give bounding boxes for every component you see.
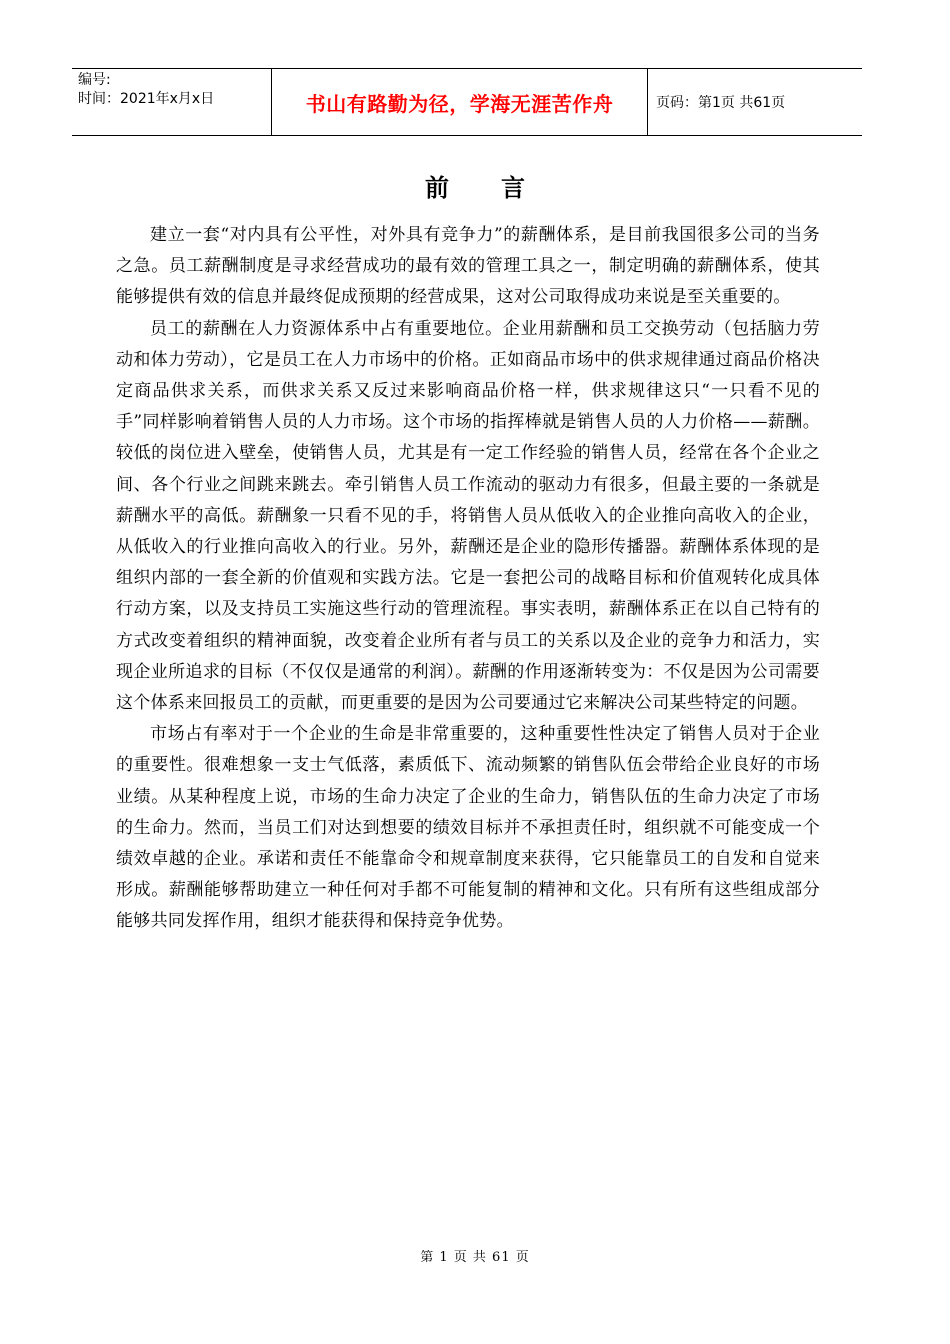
paragraph-1: 建立一套“对内具有公平性，对外具有竞争力”的薪酬体系，是目前我国很多公司的当务之急。员工薪酬制度是寻求经营成功的最有效的管理工具之一，制定明确的薪酬体系，使其能够提供有效的信息并最终促成预期的经营成果，这对公司取得成功来说是至关重要的。 bbox=[116, 225, 820, 308]
document-title: 前言 bbox=[425, 174, 577, 202]
header-page-info: 页码：第1页 共61页 bbox=[656, 95, 786, 111]
paragraph-3: 市场占有率对于一个企业的生命是非常重要的，这种重要性性决定了销售人员对于企业的重要性。很难想象一支士气低落，素质低下、流动频繁的销售队伍会带给企业良好的市场业绩。从某种程度上说，市场的生命力决定了企业的生命力，销售队伍的生命力决定了市场的生命力。然而，当员工们对达到想要的绩效目标并不承担责任时，组织就不可能变成一个绩效卓越的企业。承诺和责任不能靠命令和规章制度来获得，它只能靠员工的自发和自觉来形成。薪酬能够帮助建立一种任何对手都不可能复制的精神和文化。只有所有这些组成部分能够共同发挥作用，组织才能获得和保持竞争优势。 bbox=[116, 724, 820, 932]
paragraph-2: 员工的薪酬在人力资源体系中占有重要地位。企业用薪酬和员工交换劳动（包括脑力劳动和体力劳动），它是员工在人力市场中的价格。正如商品市场中的供求规律通过商品价格决定商品供求关系，而供求关系又反过来影响商品价格一样，供求规律这只“一只看不见的手”同样影响着销售人员的人力市场。这个市场的指挥棒就是销售人员的人力价格——薪酬。较低的岗位进入壁垒，使销售人员，尤其是有一定工作经验的销售人员，经常在各个企业之间、各个行业之间跳来跳去。牵引销售人员工作流动的驱动力有很多，但最主要的一条就是薪酬水平的高低。薪酬象一只看不见的手，将销售人员从低收入的企业推向高收入的企业，从低收入的行业推向高收入的行业。另外，薪酬还是企业的隐形传播器。薪酬体系体现的是组织内部的一套全新的价值观和实践方法。它是一套把公司的战略目标和价值观转化成具体行动方案，以及支持员工实施这些行动的管理流程。事实表明，薪酬体系正在以自己特有的方式改变着组织的精神面貌，改变着企业所有者与员工的关系以及企业的竞争力和活力，实现企业所追求的目标（不仅仅是通常的利润）。薪酬的作用逐渐转变为：不仅是因为公司需要这个体系来回报员工的贡献，而更重要的是因为公司要通过它来解决公司某些特定的问题。 bbox=[116, 318, 820, 714]
header-meta bbox=[72, 69, 272, 135]
header-motto: 书山有路勤为径，学海无涯苦作舟 bbox=[272, 69, 648, 135]
date-label: 时间：2021年x月x日 bbox=[78, 91, 215, 107]
page-footer: 第 1 页 共 61 页 bbox=[420, 1250, 530, 1265]
document-body bbox=[116, 220, 820, 938]
serial-number-label: 编号: bbox=[78, 72, 111, 88]
page-header bbox=[72, 68, 862, 136]
